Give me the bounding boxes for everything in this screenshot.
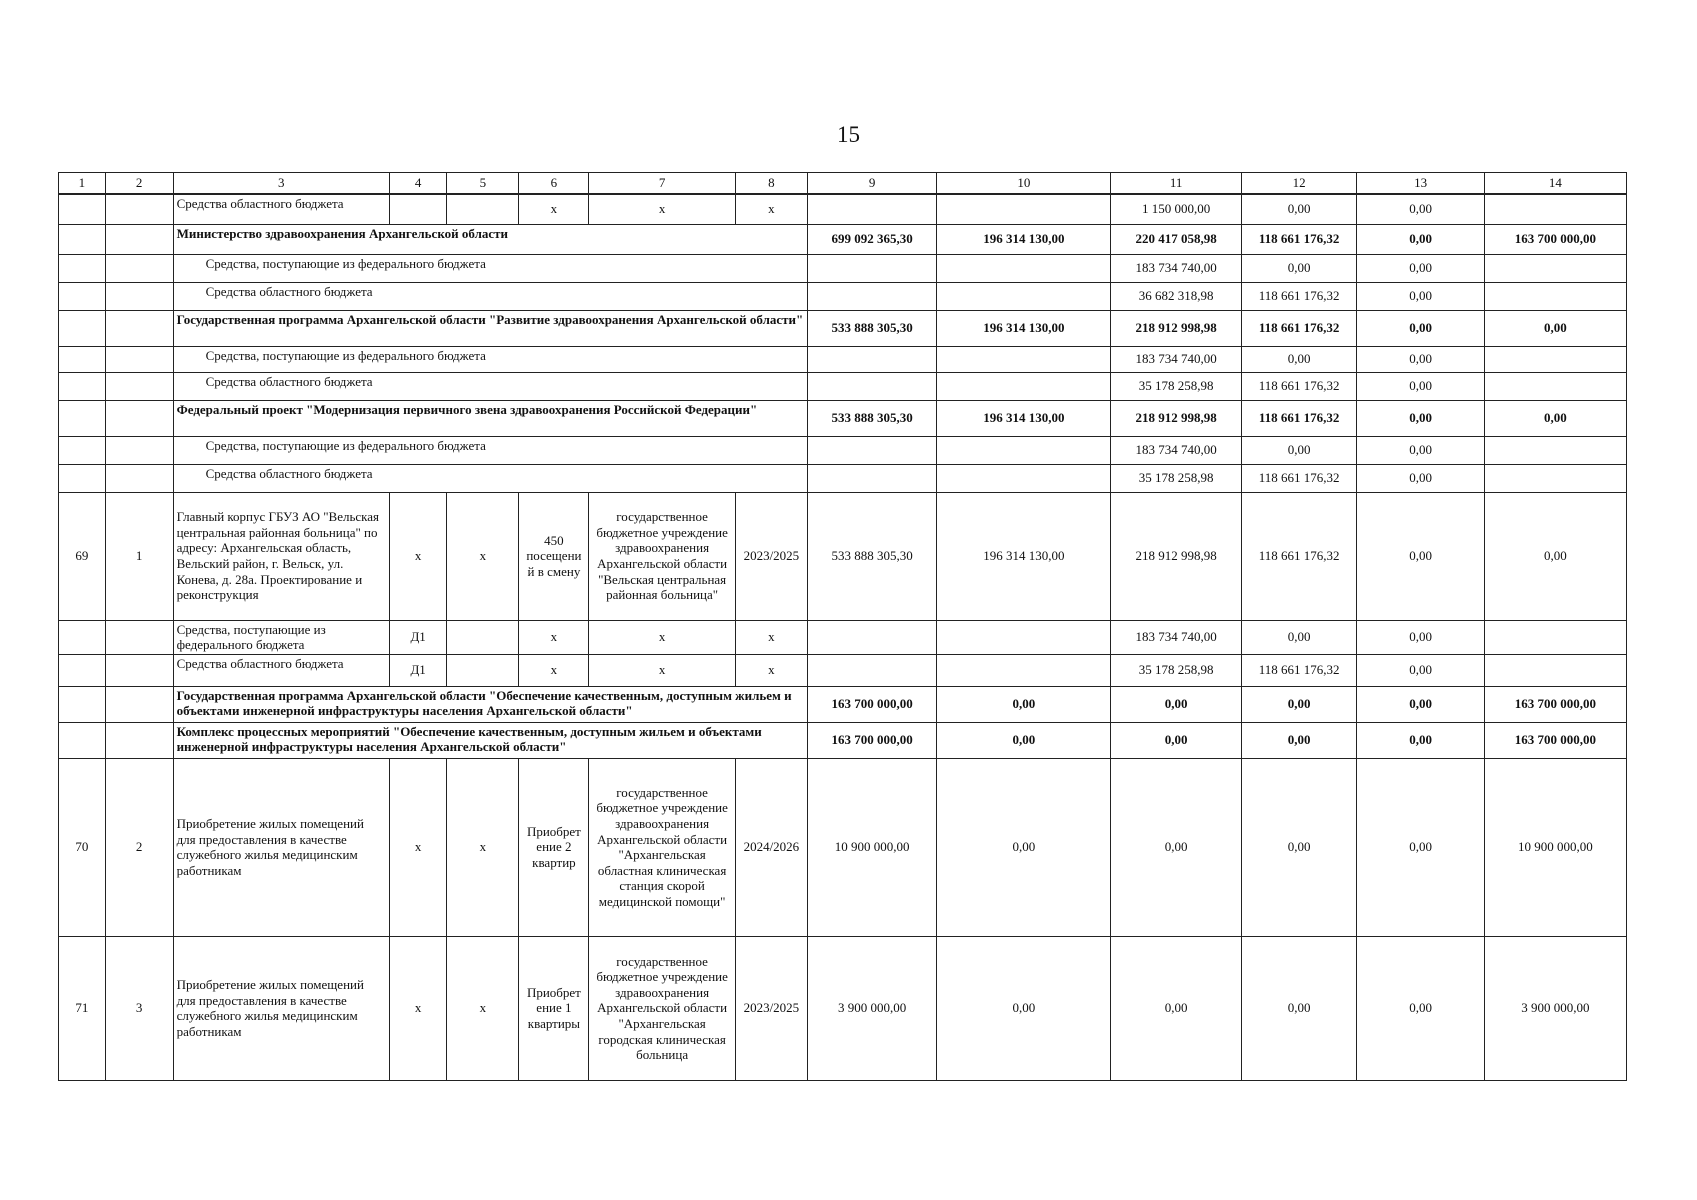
capacity-cell: x [519, 620, 589, 654]
cell-num [59, 282, 106, 310]
recipient-cell: государственное бюджетное учреждение здравоохранения Архангельской области "Архангельская городская клиническая больница [589, 936, 735, 1080]
cell-subnum [105, 282, 173, 310]
object-description: Приобретение жилых помещений для предоставления в качестве служебного жилья медицинским работникам [173, 758, 389, 936]
funding-source: Средства, поступающие из федерального бюджета [173, 346, 807, 372]
row-subnumber: 3 [105, 936, 173, 1080]
table-row [59, 372, 1627, 400]
table-row [59, 254, 1627, 282]
cell-col5: x [447, 758, 519, 936]
amount-c10: 196 314 130,00 [937, 224, 1111, 254]
amount-c9: 533 888 305,30 [807, 400, 936, 436]
cell-subnum [105, 310, 173, 346]
amount-c11: 0,00 [1111, 722, 1241, 758]
amount-c12: 0,00 [1241, 758, 1357, 936]
capacity-cell: 450 посещени й в смену [519, 492, 589, 620]
cell-col5: x [447, 936, 519, 1080]
amount-c13: 0,00 [1357, 372, 1484, 400]
amount-c12: 0,00 [1241, 620, 1357, 654]
amount-c10 [937, 436, 1111, 464]
table-row [59, 310, 1627, 346]
row-subnumber: 1 [105, 492, 173, 620]
amount-c14: 163 700 000,00 [1484, 722, 1626, 758]
amount-c9: 163 700 000,00 [807, 722, 936, 758]
amount-c13: 0,00 [1357, 194, 1484, 224]
cell-num [59, 722, 106, 758]
table-row [59, 400, 1627, 436]
capacity-cell: Приобрет ение 2 квартир [519, 758, 589, 936]
cell-subnum [105, 464, 173, 492]
funding-source: Средства областного бюджета [173, 654, 389, 686]
funding-source: Средства областного бюджета [173, 372, 807, 400]
table-row [59, 936, 1627, 1080]
amount-c13: 0,00 [1357, 224, 1484, 254]
amount-c12: 118 661 176,32 [1241, 282, 1357, 310]
amount-c14 [1484, 254, 1626, 282]
cell-col5: x [447, 492, 519, 620]
capacity-cell: x [519, 654, 589, 686]
amount-c11: 0,00 [1111, 758, 1241, 936]
budget-table [58, 172, 1627, 1081]
amount-c13: 0,00 [1357, 654, 1484, 686]
amount-c10: 196 314 130,00 [937, 310, 1111, 346]
recipient-cell: государственное бюджетное учреждение здравоохранения Архангельской области "Архангельская областная клиническая станция скорой медицинской помощи" [589, 758, 735, 936]
cell-num [59, 464, 106, 492]
amount-c13: 0,00 [1357, 310, 1484, 346]
amount-c10 [937, 254, 1111, 282]
table-row [59, 224, 1627, 254]
recipient-cell: x [589, 194, 735, 224]
page-number: 15 [837, 122, 860, 147]
amount-c14 [1484, 346, 1626, 372]
amount-c12: 0,00 [1241, 936, 1357, 1080]
amount-c9 [807, 254, 936, 282]
amount-c11: 1 150 000,00 [1111, 194, 1241, 224]
cell-num [59, 224, 106, 254]
table-row [59, 722, 1627, 758]
column-number-6: 6 [519, 173, 589, 195]
amount-c12: 118 661 176,32 [1241, 310, 1357, 346]
amount-c10: 196 314 130,00 [937, 492, 1111, 620]
amount-c10: 0,00 [937, 722, 1111, 758]
cell-subnum [105, 194, 173, 224]
amount-c13: 0,00 [1357, 464, 1484, 492]
amount-c13: 0,00 [1357, 722, 1484, 758]
amount-c12: 118 661 176,32 [1241, 372, 1357, 400]
period-cell: 2023/2025 [735, 492, 807, 620]
amount-c9 [807, 346, 936, 372]
amount-c10 [937, 620, 1111, 654]
column-number-3: 3 [173, 173, 389, 195]
cell-subnum [105, 400, 173, 436]
amount-c14: 163 700 000,00 [1484, 224, 1626, 254]
amount-c10 [937, 372, 1111, 400]
amount-c10: 0,00 [937, 686, 1111, 722]
table-row [59, 464, 1627, 492]
row-number: 71 [59, 936, 106, 1080]
period-cell: 2024/2026 [735, 758, 807, 936]
object-description: Главный корпус ГБУЗ АО "Вельская центральная районная больница" по адресу: Архангельская область, Вельский район, г. Вельск, ул. Конева, д. 28а. Проектирование и реконструкция [173, 492, 389, 620]
amount-c14: 3 900 000,00 [1484, 936, 1626, 1080]
table-row [59, 282, 1627, 310]
amount-c11: 0,00 [1111, 936, 1241, 1080]
amount-c12: 0,00 [1241, 254, 1357, 282]
cell-num [59, 436, 106, 464]
code-cell: x [389, 492, 446, 620]
table-row [59, 654, 1627, 686]
amount-c11: 35 178 258,98 [1111, 372, 1241, 400]
amount-c12: 118 661 176,32 [1241, 400, 1357, 436]
amount-c12: 118 661 176,32 [1241, 464, 1357, 492]
group-title: Федеральный проект "Модернизация первичного звена здравоохранения Российской Федерации" [173, 400, 807, 436]
row-number: 70 [59, 758, 106, 936]
amount-c13: 0,00 [1357, 620, 1484, 654]
period-cell: 2023/2025 [735, 936, 807, 1080]
amount-c9: 3 900 000,00 [807, 936, 936, 1080]
table-row [59, 686, 1627, 722]
recipient-cell: x [589, 654, 735, 686]
amount-c11: 218 912 998,98 [1111, 492, 1241, 620]
column-number-7: 7 [589, 173, 735, 195]
cell-num [59, 254, 106, 282]
column-number-10: 10 [937, 173, 1111, 195]
cell-col5 [447, 620, 519, 654]
cell-num [59, 654, 106, 686]
column-number-11: 11 [1111, 173, 1241, 195]
amount-c14 [1484, 194, 1626, 224]
amount-c14 [1484, 620, 1626, 654]
column-number-12: 12 [1241, 173, 1357, 195]
funding-source: Средства областного бюджета [173, 464, 807, 492]
amount-c14: 0,00 [1484, 400, 1626, 436]
amount-c14 [1484, 282, 1626, 310]
column-number-5: 5 [447, 173, 519, 195]
amount-c13: 0,00 [1357, 254, 1484, 282]
code-cell: Д1 [389, 620, 446, 654]
code-cell: x [389, 936, 446, 1080]
group-title: Министерство здравоохранения Архангельской области [173, 224, 807, 254]
amount-c9 [807, 654, 936, 686]
column-number-4: 4 [389, 173, 446, 195]
amount-c13: 0,00 [1357, 346, 1484, 372]
column-number-14: 14 [1484, 173, 1626, 195]
capacity-cell: Приобрет ение 1 квартиры [519, 936, 589, 1080]
amount-c14: 163 700 000,00 [1484, 686, 1626, 722]
amount-c12: 0,00 [1241, 346, 1357, 372]
amount-c10: 196 314 130,00 [937, 400, 1111, 436]
amount-c13: 0,00 [1357, 400, 1484, 436]
cell-subnum [105, 254, 173, 282]
amount-c11: 183 734 740,00 [1111, 436, 1241, 464]
group-title: Государственная программа Архангельской области "Обеспечение качественным, доступным жильем и объектами инженерной инфраструктуры населения Архангельской области" [173, 686, 807, 722]
cell-subnum [105, 224, 173, 254]
funding-source: Средства, поступающие из федерального бюджета [173, 254, 807, 282]
amount-c10 [937, 654, 1111, 686]
table-row [59, 620, 1627, 654]
amount-c11: 183 734 740,00 [1111, 620, 1241, 654]
group-title: Комплекс процессных мероприятий "Обеспечение качественным, доступным жильем и объектами инженерной инфраструктуры населения Архангельской области" [173, 722, 807, 758]
amount-c9: 699 092 365,30 [807, 224, 936, 254]
period-cell: x [735, 620, 807, 654]
cell-subnum [105, 436, 173, 464]
column-number-2: 2 [105, 173, 173, 195]
amount-c14: 0,00 [1484, 492, 1626, 620]
column-number-9: 9 [807, 173, 936, 195]
amount-c10: 0,00 [937, 936, 1111, 1080]
amount-c11: 218 912 998,98 [1111, 310, 1241, 346]
amount-c12: 118 661 176,32 [1241, 654, 1357, 686]
cell-num [59, 372, 106, 400]
amount-c13: 0,00 [1357, 492, 1484, 620]
amount-c9 [807, 620, 936, 654]
amount-c13: 0,00 [1357, 758, 1484, 936]
amount-c13: 0,00 [1357, 436, 1484, 464]
amount-c12: 0,00 [1241, 722, 1357, 758]
amount-c13: 0,00 [1357, 686, 1484, 722]
amount-c12: 0,00 [1241, 436, 1357, 464]
cell-subnum [105, 686, 173, 722]
cell-col5 [447, 654, 519, 686]
amount-c11: 183 734 740,00 [1111, 254, 1241, 282]
amount-c13: 0,00 [1357, 936, 1484, 1080]
period-cell: x [735, 654, 807, 686]
amount-c9 [807, 372, 936, 400]
group-title: Государственная программа Архангельской области "Развитие здравоохранения Архангельской области" [173, 310, 807, 346]
amount-c14 [1484, 436, 1626, 464]
period-cell: x [735, 194, 807, 224]
amount-c10 [937, 194, 1111, 224]
row-number: 69 [59, 492, 106, 620]
table-row [59, 492, 1627, 620]
cell-num [59, 310, 106, 346]
amount-c12: 0,00 [1241, 686, 1357, 722]
column-number-8: 8 [735, 173, 807, 195]
cell-num [59, 194, 106, 224]
amount-c14 [1484, 372, 1626, 400]
cell-subnum [105, 372, 173, 400]
table-row [59, 758, 1627, 936]
amount-c14: 10 900 000,00 [1484, 758, 1626, 936]
table-row [59, 436, 1627, 464]
funding-source: Средства, поступающие из федерального бюджета [173, 620, 389, 654]
recipient-cell: государственное бюджетное учреждение здравоохранения Архангельской области "Вельская центральная районная больница" [589, 492, 735, 620]
capacity-cell: x [519, 194, 589, 224]
amount-c14 [1484, 654, 1626, 686]
amount-c10: 0,00 [937, 758, 1111, 936]
amount-c11: 35 178 258,98 [1111, 654, 1241, 686]
amount-c12: 118 661 176,32 [1241, 224, 1357, 254]
row-subnumber: 2 [105, 758, 173, 936]
amount-c9: 533 888 305,30 [807, 492, 936, 620]
amount-c13: 0,00 [1357, 282, 1484, 310]
amount-c9: 10 900 000,00 [807, 758, 936, 936]
amount-c11: 183 734 740,00 [1111, 346, 1241, 372]
amount-c11: 0,00 [1111, 686, 1241, 722]
cell-subnum [105, 722, 173, 758]
amount-c11: 35 178 258,98 [1111, 464, 1241, 492]
amount-c10 [937, 346, 1111, 372]
cell-subnum [105, 654, 173, 686]
cell-subnum [105, 620, 173, 654]
amount-c9 [807, 282, 936, 310]
column-number-1: 1 [59, 173, 106, 195]
code-cell: x [389, 758, 446, 936]
cell-col5 [447, 194, 519, 224]
amount-c9 [807, 436, 936, 464]
amount-c9 [807, 194, 936, 224]
code-cell: Д1 [389, 654, 446, 686]
cell-subnum [105, 346, 173, 372]
amount-c10 [937, 464, 1111, 492]
amount-c9: 533 888 305,30 [807, 310, 936, 346]
table-row [59, 346, 1627, 372]
cell-num [59, 346, 106, 372]
amount-c9: 163 700 000,00 [807, 686, 936, 722]
amount-c12: 0,00 [1241, 194, 1357, 224]
column-number-row [59, 173, 1627, 195]
object-description: Приобретение жилых помещений для предоставления в качестве служебного жилья медицинским работникам [173, 936, 389, 1080]
funding-source: Средства областного бюджета [173, 194, 389, 224]
code-cell [389, 194, 446, 224]
cell-num [59, 620, 106, 654]
table-row [59, 194, 1627, 224]
cell-num [59, 686, 106, 722]
amount-c10 [937, 282, 1111, 310]
cell-num [59, 400, 106, 436]
funding-source: Средства, поступающие из федерального бюджета [173, 436, 807, 464]
amount-c11: 218 912 998,98 [1111, 400, 1241, 436]
amount-c14 [1484, 464, 1626, 492]
amount-c9 [807, 464, 936, 492]
amount-c12: 118 661 176,32 [1241, 492, 1357, 620]
column-number-13: 13 [1357, 173, 1484, 195]
funding-source: Средства областного бюджета [173, 282, 807, 310]
recipient-cell: x [589, 620, 735, 654]
amount-c11: 36 682 318,98 [1111, 282, 1241, 310]
amount-c14: 0,00 [1484, 310, 1626, 346]
amount-c11: 220 417 058,98 [1111, 224, 1241, 254]
